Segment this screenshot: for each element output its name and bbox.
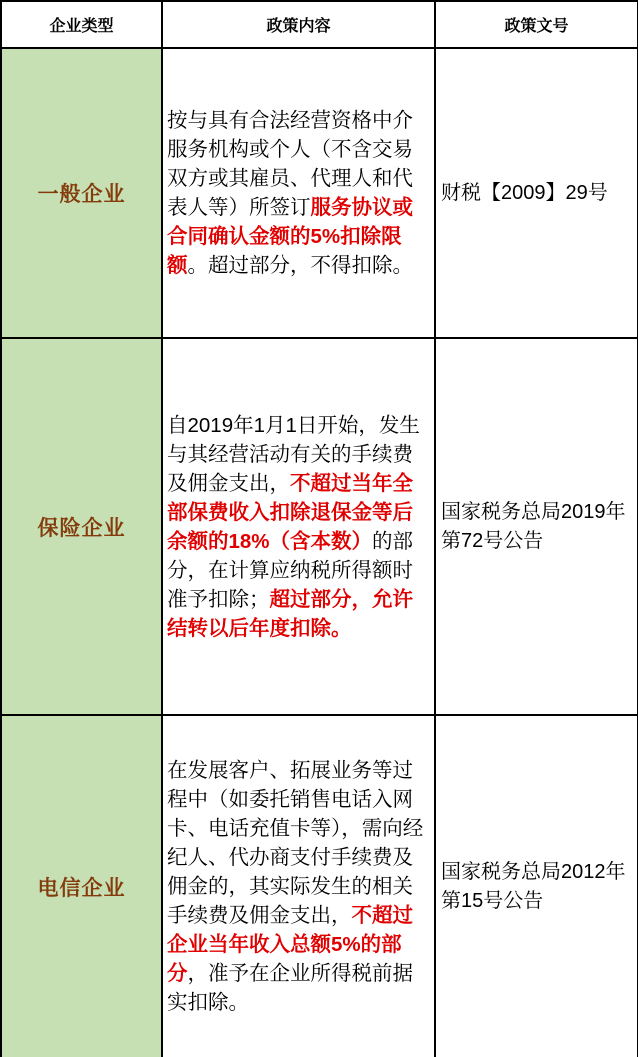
enterprise-type-label: 一般企业 [37, 183, 126, 206]
policy-doc-text: 财税【2009】29号 [441, 181, 608, 204]
enterprise-type-label: 电信企业 [37, 876, 126, 900]
enterprise-type-cell-telecom [1, 715, 162, 1057]
policy-text-segment: 不超过企业当年收入总额5%的部分 [167, 904, 413, 985]
policy-text-segment: 的部分，在计算应纳税所得额时准予扣除； [167, 529, 414, 611]
policy-text-segment: ，准予在企业所得税前据实扣除。 [167, 962, 413, 1014]
enterprise-type-label: 保险企业 [37, 516, 126, 540]
policy-text-segment: 自2019年1月1日开始，发生与其经营活动有关的手续费及佣金支出， [167, 413, 420, 495]
policy-text-segment: 服务协议或合同确认金额的5%扣除限额 [167, 196, 413, 277]
policy-doc-cell [435, 48, 638, 338]
policy-text-segment: 在发展客户、拓展业务等过程中（如委托销售电话入网卡、电话充值卡等），需向经纪人、代办商支付手续费及佣金的，其实际发生的相关手续费及佣金支出， [167, 759, 424, 927]
policy-text-segment: 不超过当年全部保费收入扣除退保金等后余额的18%（含本数） [167, 471, 413, 553]
header-policy-content: 政策内容 [162, 1, 435, 48]
table-header-row [1, 1, 638, 48]
header-enterprise-type: 企业类型 [1, 1, 162, 48]
policy-text-segment: 按与具有合法经营资格中介服务机构或个人（不含交易双方或其雇员、代理人和代表人等）所签订 [167, 109, 413, 219]
policy-text-segment: 超过部分，允许结转以后年度扣除。 [167, 587, 413, 640]
policy-content-cell [162, 338, 435, 715]
policy-text-segment: 。超过部分，不得扣除。 [187, 254, 413, 277]
enterprise-type-cell-insurance [1, 338, 162, 715]
header-policy-doc-number: 政策文号 [435, 1, 638, 48]
policy-doc-text: 国家税务总局2019年第72号公告 [441, 500, 626, 552]
table-row [1, 338, 638, 715]
policy-content-text [163, 754, 434, 1019]
enterprise-type-cell-general [1, 48, 162, 338]
policy-doc-cell [435, 338, 638, 715]
table-row [1, 715, 638, 1057]
table-row [1, 48, 638, 338]
policy-content-text [163, 104, 434, 282]
policy-content-text [163, 409, 434, 645]
policy-doc-cell [435, 715, 638, 1057]
policy-content-cell [162, 48, 435, 338]
policy-doc-text: 国家税务总局2012年第15号公告 [441, 860, 626, 912]
policy-content-cell [162, 715, 435, 1057]
